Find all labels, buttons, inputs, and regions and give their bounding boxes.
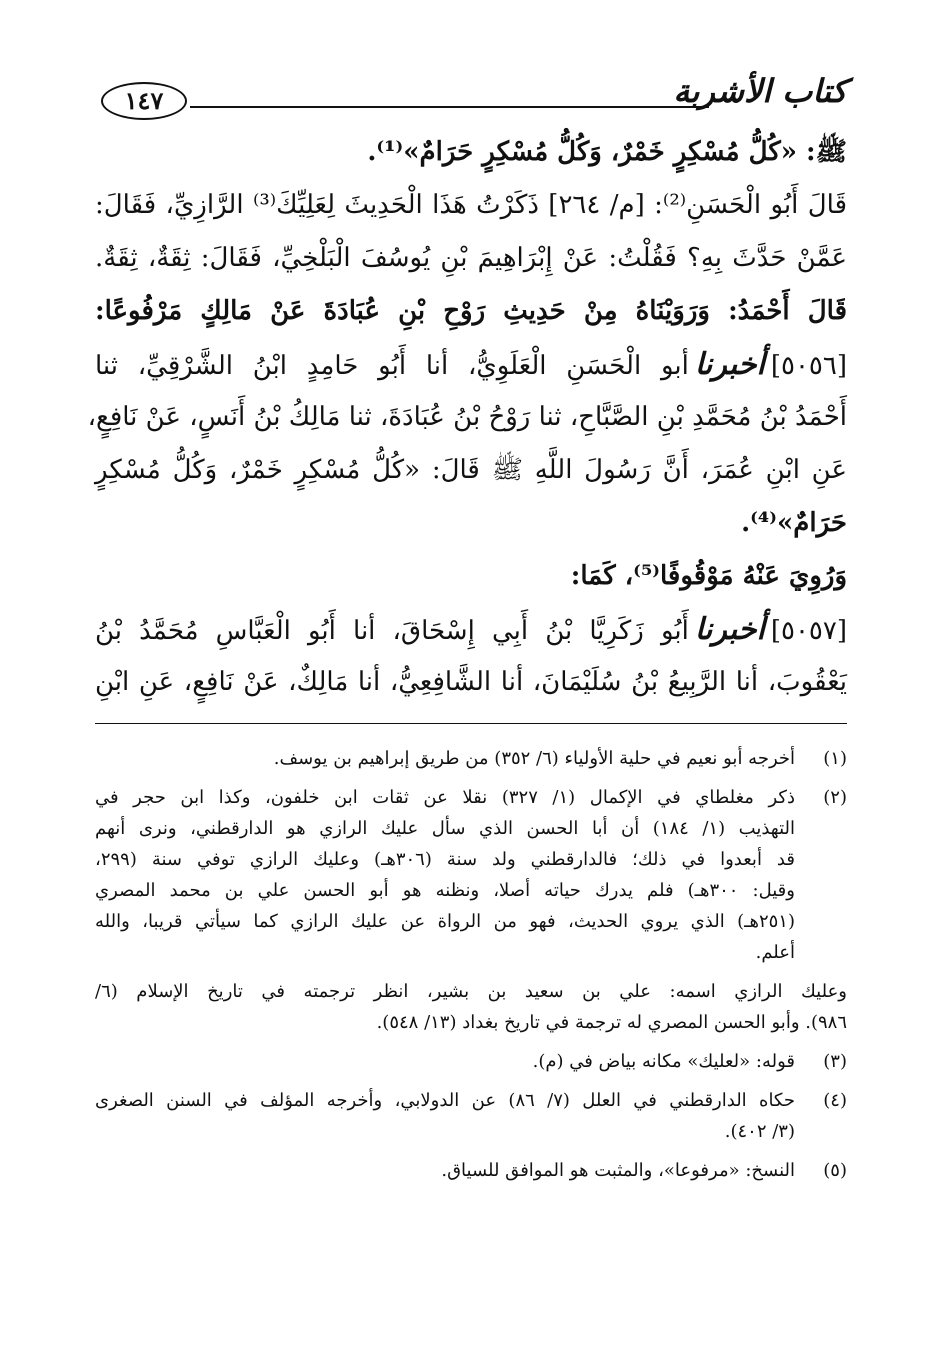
- page-number: ١٤٧: [101, 82, 187, 120]
- text-line: وَرُوِيَ عَنْهُ مَوْقُوفًا⁽⁵⁾، كَمَا:: [570, 561, 847, 591]
- hadith-text: أبو الْحَسَنِ الْعَلَوِيُّ، أنا أَبُو حَامِدٍ ابْنُ الشَّرْقِيِّ، ثنا: [95, 351, 689, 381]
- hadith-number: [٥٠٥٦]: [770, 351, 847, 381]
- footnote-divider: [95, 723, 847, 724]
- text-line: يَعْقُوبَ، أنا الرَّبِيعُ بْنُ سُلَيْمَانَ، أنا الشَّافِعِيُّ، أنا مَالِكٌ، عَنْ نَافِعٍ، عَنِ ابْنِ: [95, 667, 847, 697]
- hadith-text: أَبُو زَكَرِيَّا بْنُ أَبِي إِسْحَاقَ، أنا أَبُو الْعَبَّاسِ مُحَمَّدُ بْنُ: [95, 616, 689, 646]
- isnad-anchor: أخبرنا: [694, 347, 765, 382]
- footnote-number: (٥): [823, 1160, 847, 1181]
- footnote-number: (١): [823, 748, 847, 769]
- footnote: [95, 1046, 847, 1077]
- footnote: [95, 743, 847, 774]
- text-line: [95, 603, 847, 656]
- text-line: [95, 338, 847, 391]
- hadith-number: [٥٠٥٧]: [770, 616, 847, 646]
- footnote-line: ذكر مغلطاي في الإكمال (١/ ٣٢٧) نقلا عن ثقات ابن خلفون، وكذا ابن حجر في: [95, 787, 795, 808]
- footnote-continuation: [95, 976, 847, 1038]
- footnote-line: وعليك الرازي اسمه: علي بن سعيد بن بشير، انظر ترجمته في تاريخ الإسلام (٦/: [95, 981, 847, 1002]
- footnote-number: (٣): [823, 1051, 847, 1072]
- isnad-anchor: أخبرنا: [694, 612, 765, 647]
- footnotes: [95, 743, 847, 1194]
- footnote-line: حكاه الدارقطني في العلل (٧/ ٨٦) عن الدولابي، وأخرجه المؤلف في السنن الصغرى: [95, 1090, 795, 1111]
- footnote-number: (٢): [823, 787, 847, 808]
- footnote: [95, 782, 847, 968]
- footnote-line: أعلم.: [755, 942, 795, 963]
- footnote-line: النسخ: «مرفوعا»، والمثبت هو الموافق للسياق.: [441, 1160, 795, 1181]
- text-line: عَنِ ابْنِ عُمَرَ، أَنَّ رَسُولَ اللَّهِ ﷺ قَالَ: «كُلُّ مُسْكِرٍ خَمْرٌ، وَكُلُّ مُسْكِرٍ: [95, 455, 847, 485]
- book-page: [87, 60, 847, 1350]
- footnote-line: (٣/ ٤٠٢).: [724, 1121, 795, 1142]
- footnote: [95, 1155, 847, 1186]
- footnote-line: ٩٨٦). وأبو الحسن المصري له ترجمة في تاريخ بغداد (١٣/ ٥٤٨).: [376, 1012, 847, 1033]
- footnote-number: (٤): [823, 1090, 847, 1111]
- text-line: قَالَ أَحْمَدُ: وَرَوَيْنَاهُ مِنْ حَدِيثِ رَوْحِ بْنِ عُبَادَةَ عَنْ مَالِكٍ مَرْفُوعًا:: [95, 296, 847, 326]
- footnote-line: التهذيب (١/ ١٨٤) أن أبا الحسن الذي سأل عليك الرازي هو الدارقطني، ونرى أنهم: [95, 818, 795, 839]
- footnote-line: قد أبعدوا في ذلك؛ فالدارقطني ولد سنة (٣٠٦هـ) وعليك الرازي توفي سنة (٢٩٩،: [95, 849, 795, 870]
- footnote-line: وقيل: ٣٠٠هـ) فلم يدرك حياته أصلا، ونظنه هو أبو الحسن علي بن محمد المصري: [95, 880, 795, 901]
- footnote: [95, 1085, 847, 1147]
- text-line: حَرَامٌ»⁽⁴⁾.: [741, 508, 847, 538]
- footnote-line: أخرجه أبو نعيم في حلية الأولياء (٦/ ٣٥٢) من طريق إبراهيم بن يوسف.: [273, 748, 795, 769]
- text-line: أَحْمَدُ بْنُ مُحَمَّدِ بْنِ الصَّبَّاحِ، ثنا رَوْحُ بْنُ عُبَادَةَ، ثنا مَالِكُ بْنُ أَنَسٍ، عَنْ نَافِعٍ،: [87, 402, 847, 432]
- page-header: [95, 72, 847, 120]
- text-line: قَالَ أَبُو الْحَسَنِ⁽²⁾: [م/ ٢٦٤] ذَكَرْتُ هَذَا الْحَدِيثَ لِعَلِيِّكَ⁽³⁾ الرَّازِيِّ، فَقَالَ:: [95, 190, 847, 220]
- main-text: [87, 126, 847, 709]
- footnote-line: قوله: «لعليك» مكانه بياض في (م).: [532, 1051, 795, 1072]
- book-title: كتاب الأشربة: [673, 72, 847, 110]
- text-line: ﷺ: «كُلُّ مُسْكِرٍ خَمْرٌ، وَكُلُّ مُسْكِرٍ حَرَامٌ»⁽¹⁾.: [367, 137, 847, 167]
- header-rule: [190, 106, 709, 108]
- footnote-line: (٢٥١هـ) الذي يروي الحديث، فهو من الرواة عن عليك الرازي كما سيأتي قريبا، والله: [95, 911, 795, 932]
- text-line: عَمَّنْ حَدَّثَ بِهِ؟ فَقُلْتُ: عَنْ إِبْرَاهِيمَ بْنِ يُوسُفَ الْبَلْخِيِّ، فَقَالَ: ثِقَةٌ، ثِقَةٌ.: [95, 243, 847, 273]
